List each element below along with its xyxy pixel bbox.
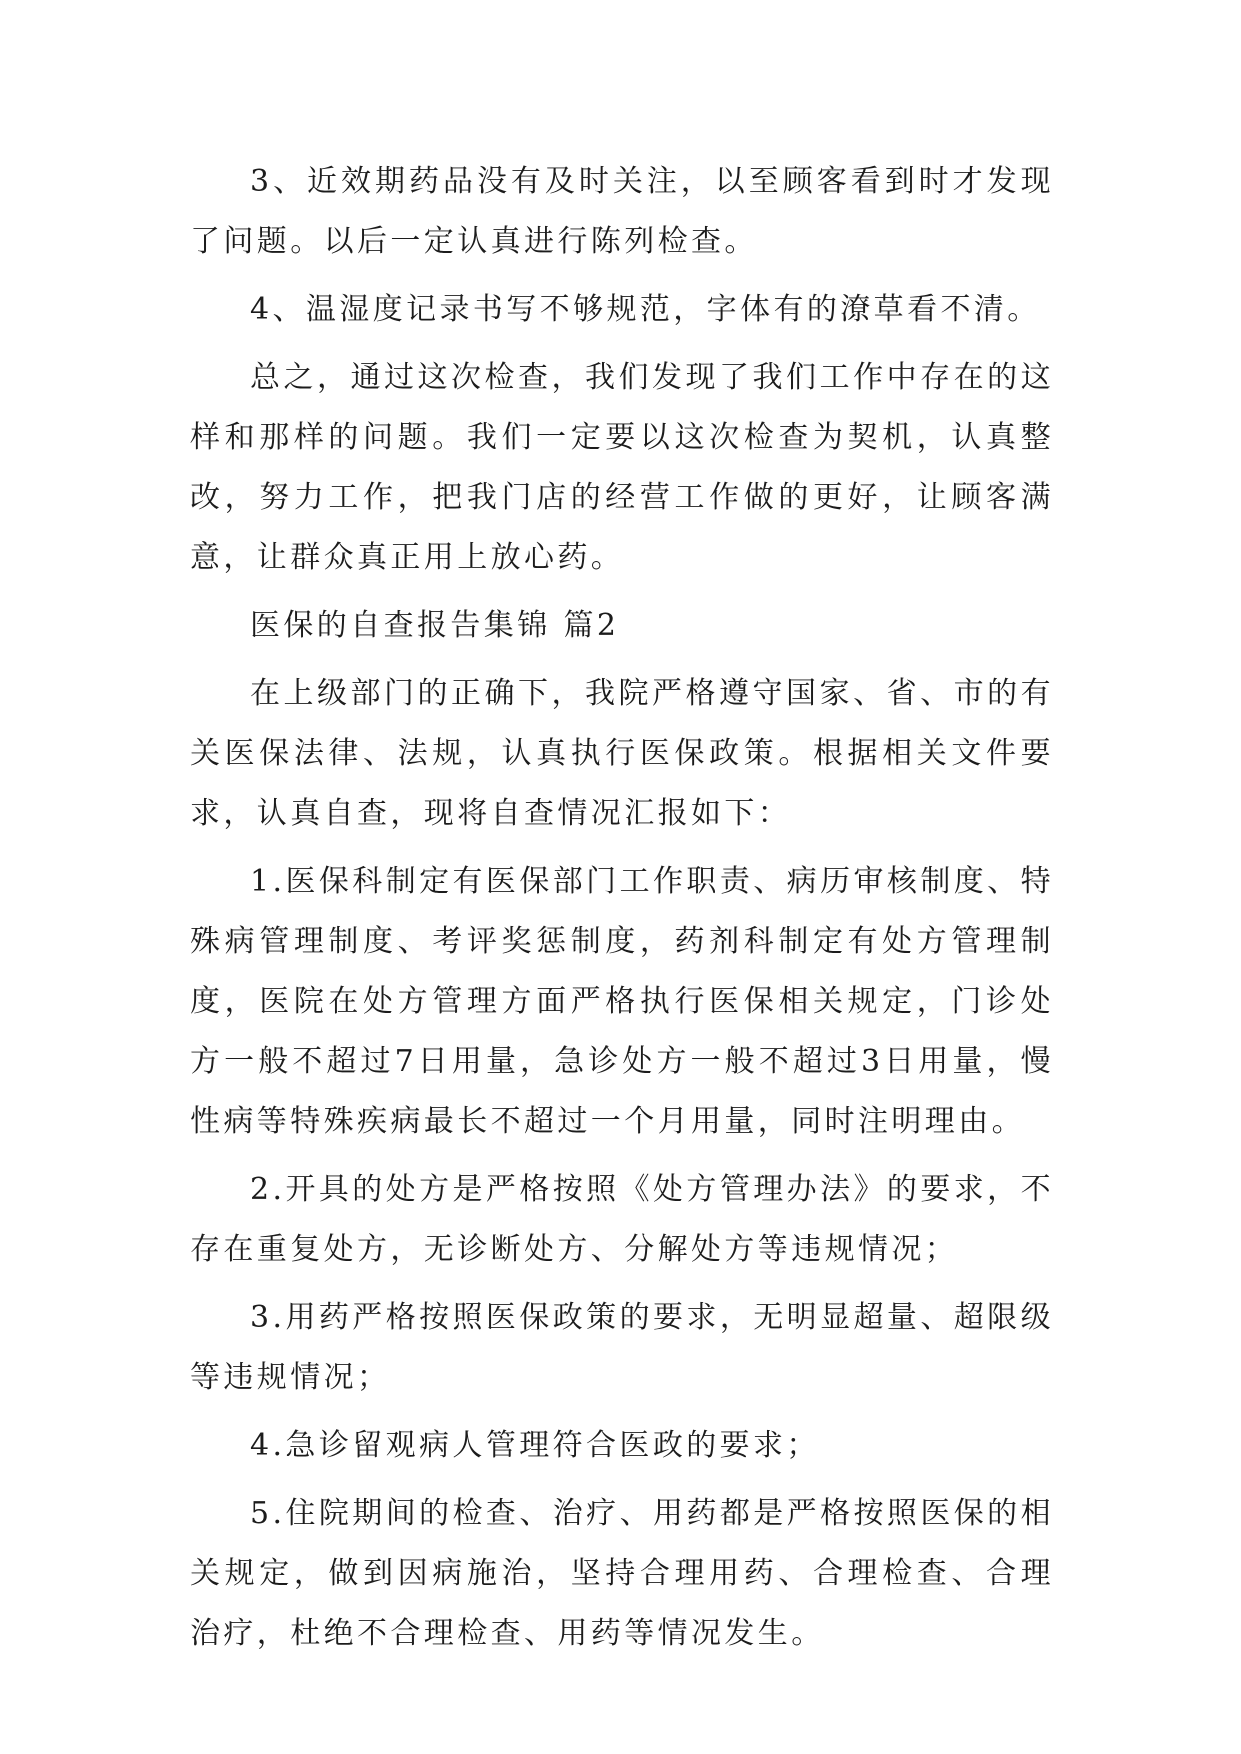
section-heading: 医保的自查报告集锦 篇2 [250, 608, 620, 643]
paragraph-summary: 总之，通过这次检查，我们发现了我们工作中存在的这样和那样的问题。我们一定要以这次检查为契机，认真整改，努力工作，把我门店的经营工作做的更好，让顾客满意，让群众真正用上放心药。 [190, 360, 1054, 575]
paragraph-item-4: 4、温湿度记录书写不够规范，字体有的潦草看不清。 [250, 292, 1041, 327]
paragraph-point-2: 2.开具的处方是严格按照《处方管理办法》的要求，不存在重复处方，无诊断处方、分解处方等违规情况； [190, 1172, 1054, 1267]
paragraph-intro: 在上级部门的正确下，我院严格遵守国家、省、市的有关医保法律、法规，认真执行医保政策。根据相关文件要求，认真自查，现将自查情况汇报如下： [190, 676, 1054, 831]
paragraph-point-3: 3.用药严格按照医保政策的要求，无明显超量、超限级等违规情况； [190, 1300, 1054, 1395]
paragraph-item-3: 3、近效期药品没有及时关注，以至顾客看到时才发现了问题。以后一定认真进行陈列检查。 [190, 164, 1054, 259]
document-body [190, 152, 1054, 1672]
paragraph-point-5: 5.住院期间的检查、治疗、用药都是严格按照医保的相关规定，做到因病施治，坚持合理用药、合理检查、合理治疗，杜绝不合理检查、用药等情况发生。 [190, 1496, 1054, 1651]
paragraph-point-1: 1.医保科制定有医保部门工作职责、病历审核制度、特殊病管理制度、考评奖惩制度，药剂科制定有处方管理制度，医院在处方管理方面严格执行医保相关规定，门诊处方一般不超过7日用量，急诊处方一般不超过3日用量，慢性病等特殊疾病最长不超过一个月用量，同时注明理由。 [190, 864, 1054, 1139]
paragraph-point-4: 4.急诊留观病人管理符合医政的要求； [250, 1428, 820, 1463]
